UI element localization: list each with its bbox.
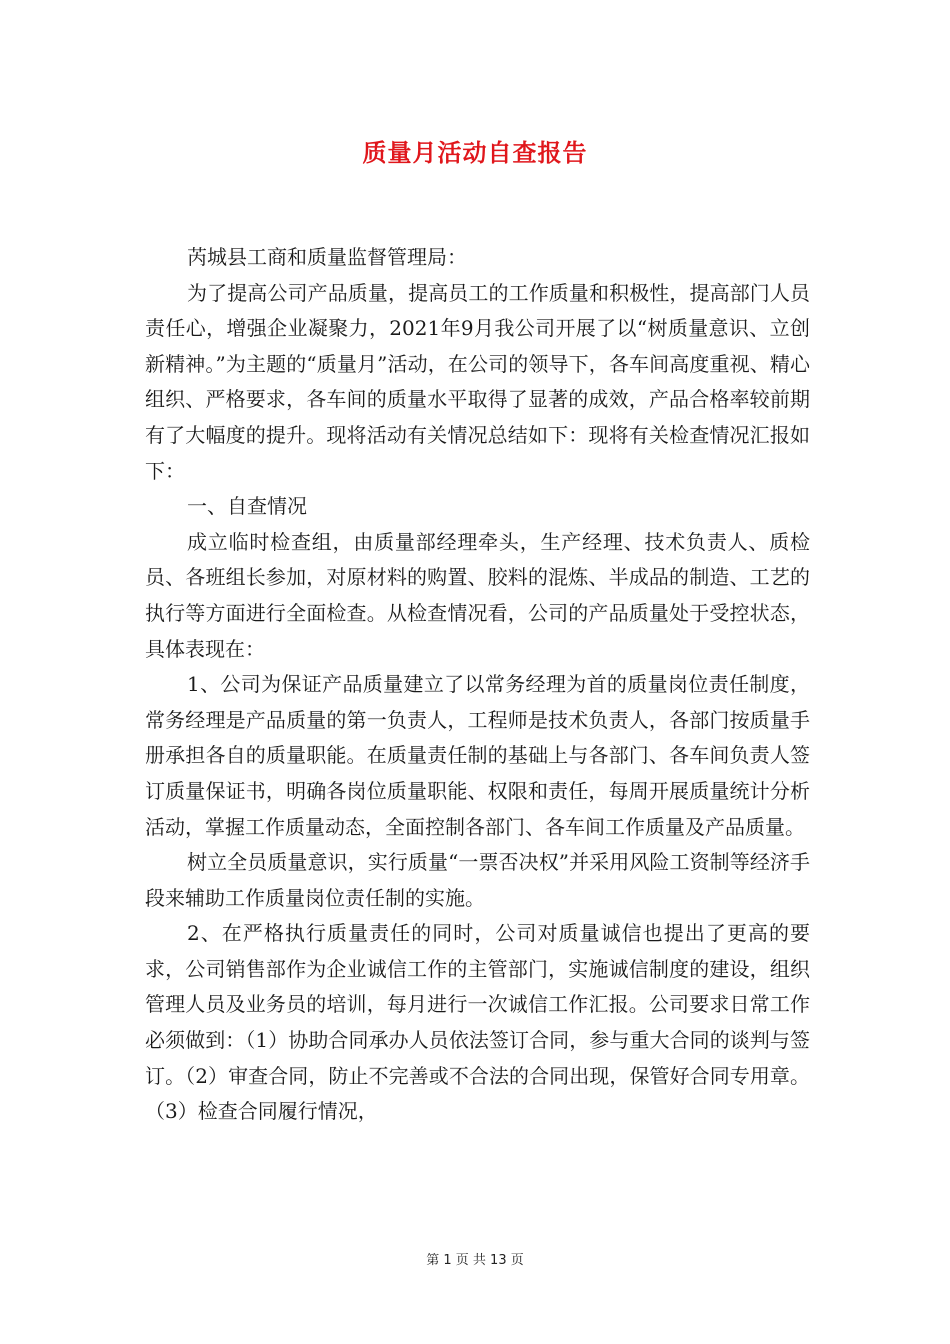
- paragraph: 2、在严格执行质量责任的同时，公司对质量诚信也提出了更高的要求，公司销售部作为企业诚信工作的主管部门，实施诚信制度的建设，组织管理人员及业务员的培训，每月进行一次诚信工作汇报。公司要求日常工作必须做到：（1）协助合同承办人员依法签订合同，参与重大合同的谈判与签订。（2）审查合同，防止不完善或不合法的合同出现，保管好合同专用章。（3）检查合同履行情况，: [145, 921, 810, 1124]
- salutation: 芮城县工商和质量监督管理局：: [187, 245, 467, 269]
- paragraph: 树立全员质量意识，实行质量“一票否决权”并采用风险工资制等经济手段来辅助工作质量岗位责任制的实施。: [145, 850, 810, 910]
- page-number: 第 1 页 共 13 页: [426, 1253, 524, 1268]
- paragraph: 成立临时检查组，由质量部经理牵头，生产经理、技术负责人、质检员、各班组长参加，对原材料的购置、胶料的混炼、半成品的制造、工艺的执行等方面进行全面检查。从检查情况看，公司的产品质量处于受控状态，具体表现在：: [145, 529, 810, 661]
- document-title: 质量月活动自查报告: [362, 138, 588, 167]
- paragraph: 1、公司为保证产品质量建立了以常务经理为首的质量岗位责任制度，常务经理是产品质量的第一负责人，工程师是技术负责人，各部门按质量手册承担各自的质量职能。在质量责任制的基础上与各部门、各车间负责人签订质量保证书，明确各岗位质量职能、权限和责任，每周开展质量统计分析活动，掌握工作质量动态，全面控制各部门、各车间工作质量及产品质量。: [145, 672, 810, 839]
- paragraph: 为了提高公司产品质量，提高员工的工作质量和积极性，提高部门人员责任心，增强企业凝聚力，2021年9月我公司开展了以“树质量意识、立创新精神。”为主题的“质量月”活动，在公司的领导下，各车间高度重视、精心组织、严格要求，各车间的质量水平取得了显著的成效，产品合格率较前期有了大幅度的提升。现将活动有关情况总结如下：现将有关检查情况汇报如下：: [145, 280, 810, 483]
- document-body: [145, 240, 810, 1130]
- section-heading: 一、自查情况: [187, 494, 307, 519]
